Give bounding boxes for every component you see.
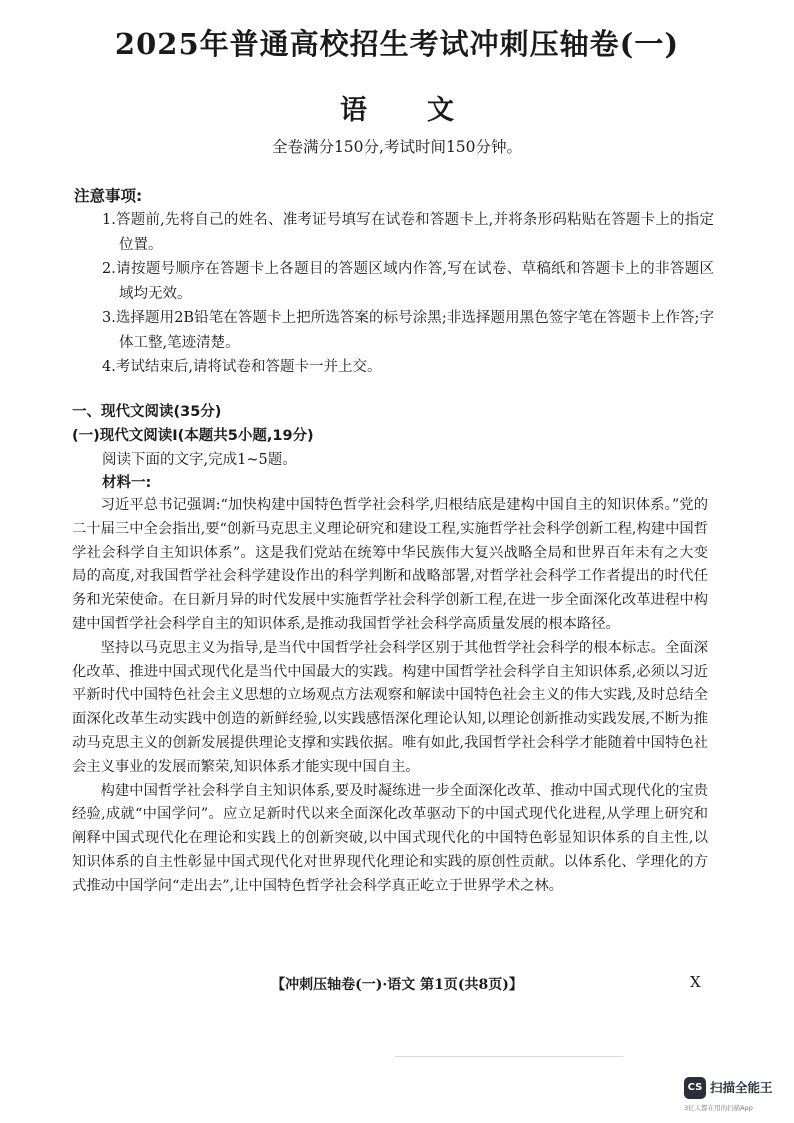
page-footer: 【冲刺压轴卷(一)·语文 第1页(共8页)】 (271, 977, 523, 993)
scanner-watermark (684, 1076, 788, 1116)
scanner-tagline: 3亿人都在用的扫描App (684, 1104, 753, 1112)
notice-item: 4.考试结束后,请将试卷和答题卡一并上交。 (102, 359, 382, 375)
reading-instruction: 阅读下面的文字,完成1~5题。 (102, 452, 297, 468)
notice-item: 2.请按题号顺序在答题卡上各题目的答题区域内作答,写在试卷、草稿纸和答题卡上的非答题区域均无效。 (102, 261, 714, 302)
notice-heading: 注意事项: (74, 187, 143, 205)
camscanner-logo-icon: CS (684, 1077, 706, 1099)
subsection-heading: (一)现代文阅读Ⅰ(本题共5小题,19分) (72, 428, 314, 444)
passage-paragraph: 构建中国哲学社会科学自主知识体系,要及时凝练进一步全面深化改革、推动中国式现代化的宝贵经验,成就“中国学问”。应立足新时代以来全面深化改革驱动下的中国式现代化进程,从学理上研究和阐释中国式现代化在理论和实践上的创新突破,以中国式现代化的中国特色彰显知识体系的自主性,以知识体系的自主性彰显中国式现代化对世界现代化理论和实践的原创性贡献。以体系化、学理化的方式推动中国学问“走出去”,让中国特色哲学社会科学真正屹立于世界学术之林。 (72, 782, 708, 894)
section-heading: 一、现代文阅读(35分) (72, 404, 222, 420)
scan-divider (395, 1056, 623, 1057)
material-label: 材料一: (102, 475, 152, 491)
passage-paragraph: 习近平总书记强调:“加快构建中国特色哲学社会科学,归根结底是建构中国自主的知识体系。”党的二十届三中全会指出,要“创新马克思主义理论研究和建设工程,实施哲学社会科学创新工程,构建中国哲学社会科学自主知识体系”。这是我们党站在统筹中华民族伟大复兴战略全局和世界百年未有之大变局的高度,对我国哲学社会科学建设作出的科学判断和战略部署,对哲学社会科学工作者提出的时代任务和光荣使命。在日新月异的时代发展中实施哲学社会科学创新工程,在进一步全面深化改革进程中构建中国哲学社会科学自主的知识体系,是推动我国哲学社会科学高质量发展的根本路径。 (72, 497, 708, 632)
subject-title: 语文 (340, 95, 514, 126)
score-info: 全卷满分150分,考试时间150分钟。 (271, 138, 523, 156)
scanner-app-name: 扫描全能王 (710, 1080, 773, 1095)
notice-item: 1.答题前,先将自己的姓名、准考证号填写在试卷和答题卡上,并将条形码粘贴在答题卡上的指定位置。 (102, 212, 714, 253)
notice-list (102, 208, 714, 380)
corner-mark: X (690, 973, 701, 991)
reading-passage (72, 494, 708, 899)
notice-item: 3.选择题用2B铅笔在答题卡上把所选答案的标号涂黑;非选择题用黑色签字笔在答题卡上作答;字体工整,笔迹清楚。 (102, 310, 714, 351)
exam-title: 2025年普通高校招生考试冲刺压轴卷(一) (114, 27, 680, 61)
passage-paragraph: 坚持以马克思主义为指导,是当代中国哲学社会科学区别于其他哲学社会科学的根本标志。全面深化改革、推进中国式现代化是当代中国最大的实践。构建中国哲学社会科学自主知识体系,必须以习近平新时代中国特色社会主义思想的立场观点方法观察和解读中国特色社会主义的伟大实践,及时总结全面深化改革生动实践中创造的新鲜经验,以实践感悟深化理论认知,以理论创新推动实践发展,不断为推动马克思主义的创新发展提供理论支撑和实践依据。唯有如此,我国哲学社会科学才能随着中国特色社会主义事业的发展而繁荣,知识体系才能实现中国自主。 (72, 639, 708, 775)
